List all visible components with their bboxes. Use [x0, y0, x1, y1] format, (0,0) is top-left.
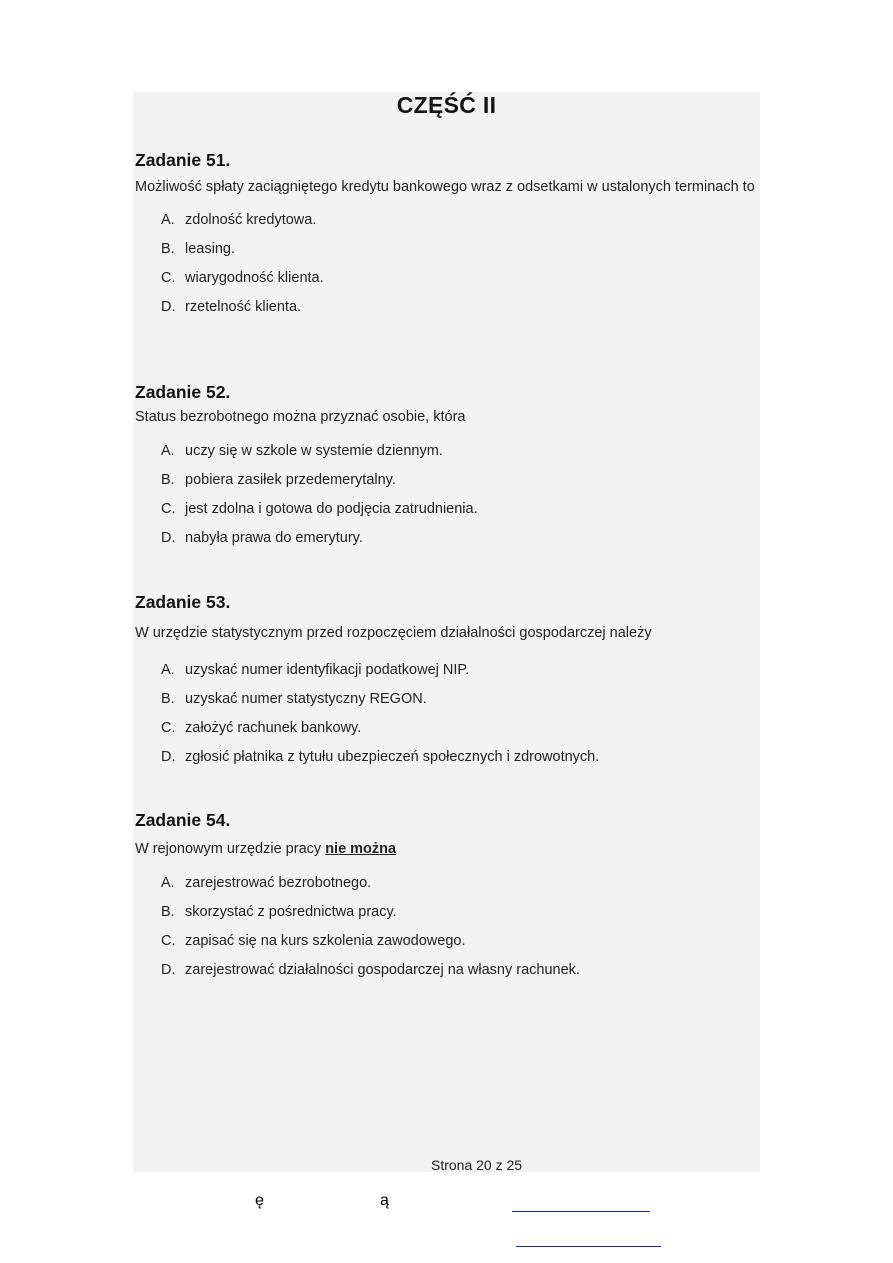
scanned-page: [133, 92, 760, 1172]
task-question: Status bezrobotnego można przyznać osobie, która: [135, 409, 466, 425]
footer-character: ą: [380, 1192, 389, 1209]
task-title: Zadanie 52.: [135, 382, 231, 402]
answer-option[interactable]: D. zarejestrować działalności gospodarczej na własny rachunek.: [161, 962, 580, 978]
answer-option[interactable]: B. leasing.: [161, 241, 235, 257]
task-title: Zadanie 51.: [135, 150, 231, 170]
answer-option[interactable]: C. założyć rachunek bankowy.: [161, 720, 362, 736]
answer-option[interactable]: A. uzyskać numer identyfikacji podatkowej NIP.: [161, 662, 470, 678]
answer-option[interactable]: C. zapisać się na kurs szkolenia zawodowego.: [161, 933, 466, 949]
task-title: Zadanie 54.: [135, 810, 231, 830]
answer-option[interactable]: C. wiarygodność klienta.: [161, 270, 324, 286]
answer-option[interactable]: D. zgłosić płatnika z tytułu ubezpieczeń społecznych i zdrowotnych.: [161, 749, 600, 765]
answer-option[interactable]: B. uzyskać numer statystyczny REGON.: [161, 691, 427, 707]
answer-option[interactable]: B. skorzystać z pośrednictwa pracy.: [161, 904, 397, 920]
answer-option[interactable]: B. pobiera zasiłek przedemerytalny.: [161, 472, 396, 488]
answer-list: [135, 656, 760, 772]
answer-option[interactable]: A. zdolność kredytowa.: [161, 212, 317, 228]
answer-option[interactable]: A. zarejestrować bezrobotnego.: [161, 875, 372, 891]
task-53: [135, 592, 760, 772]
question-emphasis: nie można: [325, 841, 397, 857]
task-question: Możliwość spłaty zaciągniętego kredytu bankowego wraz z odsetkami w ustalonych terminach to: [135, 179, 755, 195]
task-51: [135, 150, 760, 322]
answer-option[interactable]: D. rzetelność klienta.: [161, 299, 302, 315]
answer-list: [135, 437, 760, 553]
task-54: [135, 810, 760, 985]
task-52: [135, 382, 760, 553]
task-title: Zadanie 53.: [135, 592, 231, 612]
page-number: Strona 20 z 25: [431, 1157, 523, 1173]
answer-option[interactable]: A. uczy się w szkole w systemie dziennym.: [161, 443, 443, 459]
footer-link[interactable]: [516, 1246, 661, 1247]
task-question: W urzędzie statystycznym przed rozpoczęciem działalności gospodarczej należy: [135, 625, 652, 641]
answer-list: [135, 869, 760, 985]
task-question: W rejonowym urzędzie pracy nie można: [135, 841, 397, 857]
footer-link[interactable]: [512, 1211, 650, 1212]
footer-character: ę: [255, 1192, 264, 1209]
answer-option[interactable]: D. nabyła prawa do emerytury.: [161, 530, 363, 546]
part-title: CZĘŚĆ II: [396, 92, 497, 118]
answer-option[interactable]: C. jest zdolna i gotowa do podjęcia zatrudnienia.: [161, 501, 478, 517]
answer-list: [135, 206, 760, 322]
